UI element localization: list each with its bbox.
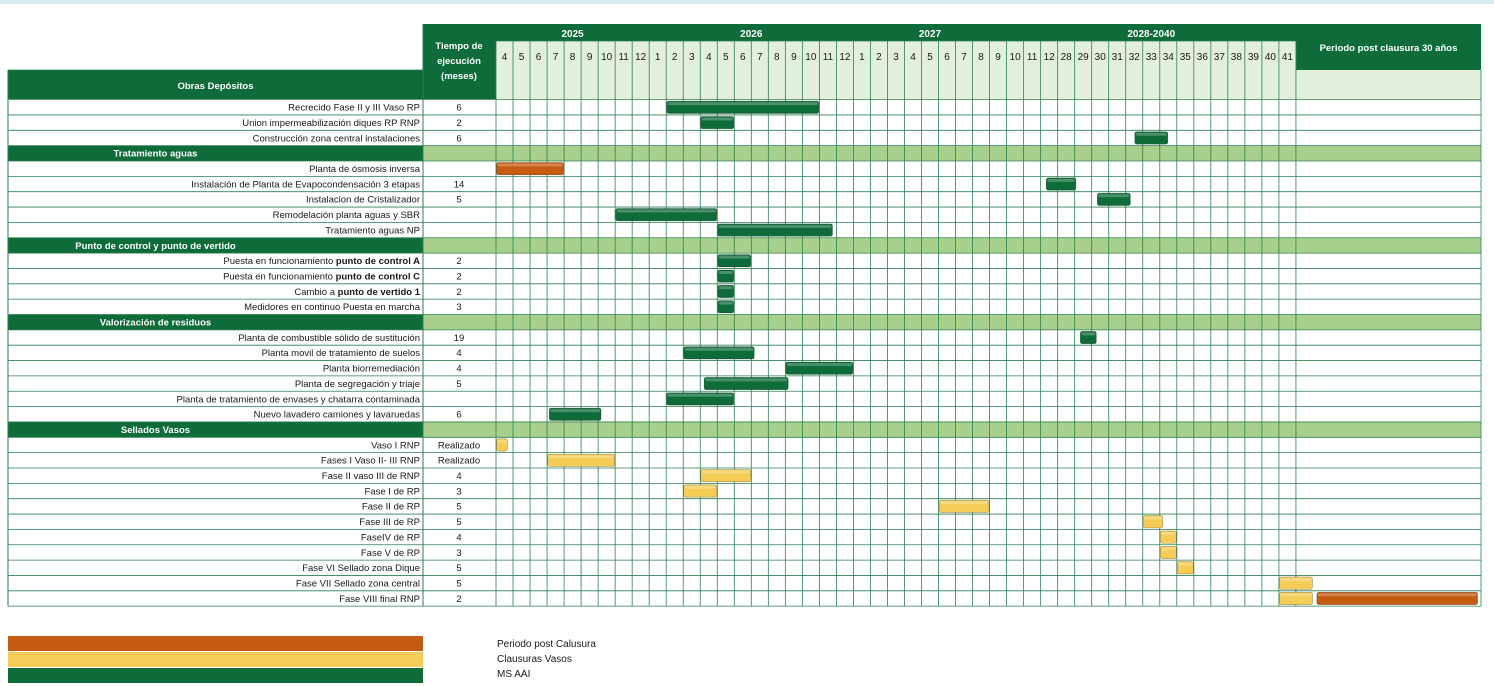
- task-duration: Realizado: [437, 455, 481, 467]
- gantt-bar-yellow: [1177, 562, 1193, 574]
- task-label: Fases I Vaso II- III RNP: [320, 455, 420, 467]
- gantt-bar-yellow: [1160, 546, 1176, 558]
- post-header-bg: [1296, 70, 1481, 99]
- month-label: 7: [552, 52, 559, 63]
- task-label: Vaso I RNP: [371, 440, 420, 452]
- gantt-bar-green: [718, 301, 734, 313]
- month-label: 39: [1247, 52, 1259, 63]
- task-label: Fase I de RP: [364, 486, 420, 498]
- task-label: Puesta en funcionamiento punto de control C: [223, 271, 420, 283]
- section-label: Sellados Vasos: [120, 424, 191, 436]
- gantt-bar-green: [616, 209, 717, 221]
- gantt-bar-green: [786, 362, 853, 374]
- month-label: 6: [944, 52, 950, 63]
- gantt-bar-yellow: [497, 439, 508, 451]
- task-duration: 5: [456, 194, 462, 206]
- post-closure-header: Periodo post clausura 30 años: [1319, 43, 1458, 54]
- month-label: 34: [1162, 52, 1174, 63]
- month-label: 6: [740, 52, 746, 63]
- gantt-bar-green: [549, 408, 601, 420]
- task-label: Fase VII Sellado zona central: [295, 578, 420, 590]
- task-duration: 5: [456, 501, 462, 513]
- task-label: Fase V de RP: [360, 547, 420, 559]
- month-label: 28: [1060, 52, 1072, 63]
- month-label: 10: [1009, 52, 1021, 63]
- month-label: 8: [978, 52, 984, 63]
- task-label: Fase VIII final RNP: [339, 593, 420, 605]
- gantt-bar-green: [704, 377, 788, 389]
- task-label: Planta de combustible sólido de sustitución: [238, 332, 420, 344]
- month-header-bg: [496, 41, 1296, 99]
- gantt-bar-green: [1046, 178, 1076, 190]
- month-label: 8: [774, 52, 780, 63]
- month-label: 7: [757, 52, 763, 63]
- task-duration: 5: [456, 517, 462, 529]
- year-label-2027: 2027: [918, 29, 942, 40]
- gantt-bar-yellow: [701, 470, 751, 482]
- tiempo-header-line: (meses): [441, 71, 477, 82]
- legend-label-ms-aai: MS AAI: [497, 669, 531, 680]
- month-label: 8: [569, 52, 576, 63]
- task-label: Tratamiento aguas NP: [325, 225, 420, 237]
- task-duration: 3: [456, 302, 462, 314]
- month-label: 2: [876, 52, 882, 63]
- task-label: Fase II vaso III de RNP: [321, 471, 420, 482]
- month-label: 32: [1128, 52, 1140, 63]
- month-label: 11: [618, 52, 629, 63]
- gantt-bar-green: [718, 270, 734, 282]
- month-label: 9: [586, 52, 593, 63]
- gantt-bar-green: [701, 116, 734, 128]
- task-duration: 5: [456, 563, 462, 575]
- gantt-bar-green: [718, 285, 734, 297]
- gantt-bar-green: [1135, 132, 1168, 144]
- task-duration: 4: [456, 471, 462, 482]
- task-label: Fase II de RP: [361, 501, 420, 513]
- task-label: Recrecido Fase II y III Vaso RP: [288, 102, 420, 114]
- task-label: Planta de ósmosis inversa: [309, 164, 420, 175]
- section-band: [8, 422, 423, 437]
- task-duration: 19: [453, 332, 465, 344]
- task-duration: 3: [456, 486, 462, 498]
- gantt-bar-green: [718, 224, 833, 236]
- month-label: 30: [1094, 52, 1106, 63]
- month-label: 35: [1179, 52, 1191, 63]
- task-duration: 6: [456, 409, 462, 421]
- month-label: 36: [1196, 52, 1208, 63]
- legend-swatch-closures: [8, 652, 423, 667]
- task-duration: Realizado: [437, 440, 481, 452]
- month-label: 40: [1264, 52, 1276, 63]
- month-label: 2: [671, 52, 678, 63]
- month-label: 9: [791, 52, 797, 63]
- month-label: 5: [722, 52, 729, 63]
- section-band: [8, 146, 423, 161]
- gantt-bar-yellow: [1160, 531, 1176, 543]
- section-band-timeline: [423, 422, 1481, 437]
- month-label: 4: [705, 52, 712, 63]
- month-label: 41: [1281, 52, 1293, 63]
- month-label: 11: [1026, 52, 1038, 63]
- month-label: 6: [535, 52, 542, 63]
- section-band-timeline: [423, 315, 1481, 330]
- task-label: Medidores en continuo Puesta en marcha: [244, 302, 420, 314]
- gantt-bar-green: [1097, 193, 1130, 205]
- gantt-bar-yellow: [1279, 592, 1312, 604]
- section-band-timeline: [423, 238, 1481, 253]
- month-label: 1: [654, 52, 661, 63]
- legend-swatch-post-closure: [8, 636, 423, 651]
- task-label: Cambio a punto de vertido 1: [294, 286, 420, 298]
- task-label: Planta de tratamiento de envases y chatarra contaminada: [176, 394, 420, 406]
- section-label: Punto de control y punto de vertido: [75, 240, 236, 252]
- month-label: 3: [893, 52, 899, 63]
- task-duration: 4: [456, 532, 462, 544]
- task-label: Remodelación planta aguas y SBR: [272, 210, 420, 222]
- month-label: 10: [601, 52, 613, 63]
- task-duration: 4: [456, 363, 462, 375]
- month-label: 5: [927, 52, 933, 63]
- task-label: Instalación de Planta de Evapocondensación 3 etapas: [191, 179, 420, 191]
- task-label: Planta movil de tratamiento de suelos: [261, 348, 420, 360]
- gantt-bar-yellow: [939, 500, 989, 512]
- task-label: Nuevo lavadero camiones y lavaruedas: [253, 409, 420, 421]
- gantt-bar-orange: [1317, 592, 1478, 604]
- month-label: 37: [1213, 52, 1225, 63]
- year-label-2025: 2025: [561, 29, 584, 40]
- month-label: 12: [839, 52, 851, 63]
- task-label: Fase III de RP: [359, 517, 420, 529]
- month-label: 29: [1077, 52, 1089, 63]
- task-label: Instalacion de Cristalizador: [305, 194, 420, 206]
- tiempo-header-line: Tiempo de: [435, 41, 483, 52]
- month-label: 4: [501, 52, 508, 63]
- month-label: 1: [859, 52, 865, 63]
- task-label: Construcción zona central instalaciones: [252, 133, 420, 145]
- task-label: FaseIV de RP: [360, 532, 420, 544]
- year-label-2026: 2026: [740, 29, 763, 40]
- month-label: 3: [688, 52, 695, 63]
- month-label: 11: [822, 52, 834, 63]
- task-duration: 4: [456, 348, 462, 360]
- task-duration: 3: [456, 547, 462, 559]
- month-label: 38: [1230, 52, 1242, 63]
- gantt-bar-green: [1080, 331, 1096, 343]
- section-band: [8, 315, 423, 330]
- gantt-bar-yellow: [1279, 577, 1312, 589]
- task-duration: 6: [456, 102, 462, 114]
- gantt-bar-green: [667, 101, 819, 113]
- task-label: Puesta en funcionamiento punto de control A: [223, 256, 420, 268]
- task-label: Planta biorremediación: [322, 363, 420, 375]
- task-duration: 5: [456, 378, 462, 390]
- gantt-bar-yellow: [684, 485, 717, 497]
- task-duration: 6: [456, 133, 462, 145]
- task-duration: 14: [453, 179, 465, 191]
- task-label: Union impermeabilización diques RP RNP: [242, 117, 420, 129]
- gantt-bar-green: [667, 393, 734, 405]
- task-duration: 2: [456, 593, 462, 605]
- task-duration: 5: [456, 578, 462, 590]
- gantt-bar-green: [684, 347, 754, 359]
- month-label: 12: [635, 52, 647, 63]
- section-label-obras-depositos: Obras Depósitos: [177, 81, 254, 92]
- task-duration: 2: [456, 271, 462, 283]
- section-label: Valorización de residuos: [99, 317, 212, 329]
- month-label: 10: [805, 52, 817, 63]
- section-band-timeline: [423, 146, 1481, 161]
- month-label: 12: [1043, 52, 1055, 63]
- gantt-bar-yellow: [548, 454, 615, 466]
- legend-swatch-ms-aai: [8, 668, 423, 683]
- gantt-bar-green: [718, 255, 751, 267]
- section-label: Tratamiento aguas: [113, 148, 198, 160]
- task-duration: 2: [456, 117, 462, 129]
- month-label: 31: [1111, 52, 1123, 63]
- task-duration: 2: [456, 256, 462, 268]
- tiempo-header-line: ejecución: [437, 56, 481, 67]
- month-label: 33: [1145, 52, 1157, 63]
- gantt-bar-yellow: [1143, 516, 1162, 528]
- task-duration: 2: [456, 286, 462, 298]
- month-label: 4: [910, 52, 916, 63]
- legend-label-post-closure: Periodo post Calusura: [497, 639, 596, 650]
- task-label: Planta de segregación y triaje: [294, 378, 420, 390]
- month-label: 9: [995, 52, 1001, 63]
- year-label-2028-2040: 2028-2040: [1127, 29, 1176, 40]
- month-label: 5: [518, 52, 525, 63]
- gantt-bar-orange: [497, 163, 564, 175]
- task-label: Fase VI Sellado zona Dique: [302, 563, 420, 575]
- legend-label-closures: Clausuras Vasos: [497, 654, 572, 665]
- month-label: 7: [961, 52, 967, 63]
